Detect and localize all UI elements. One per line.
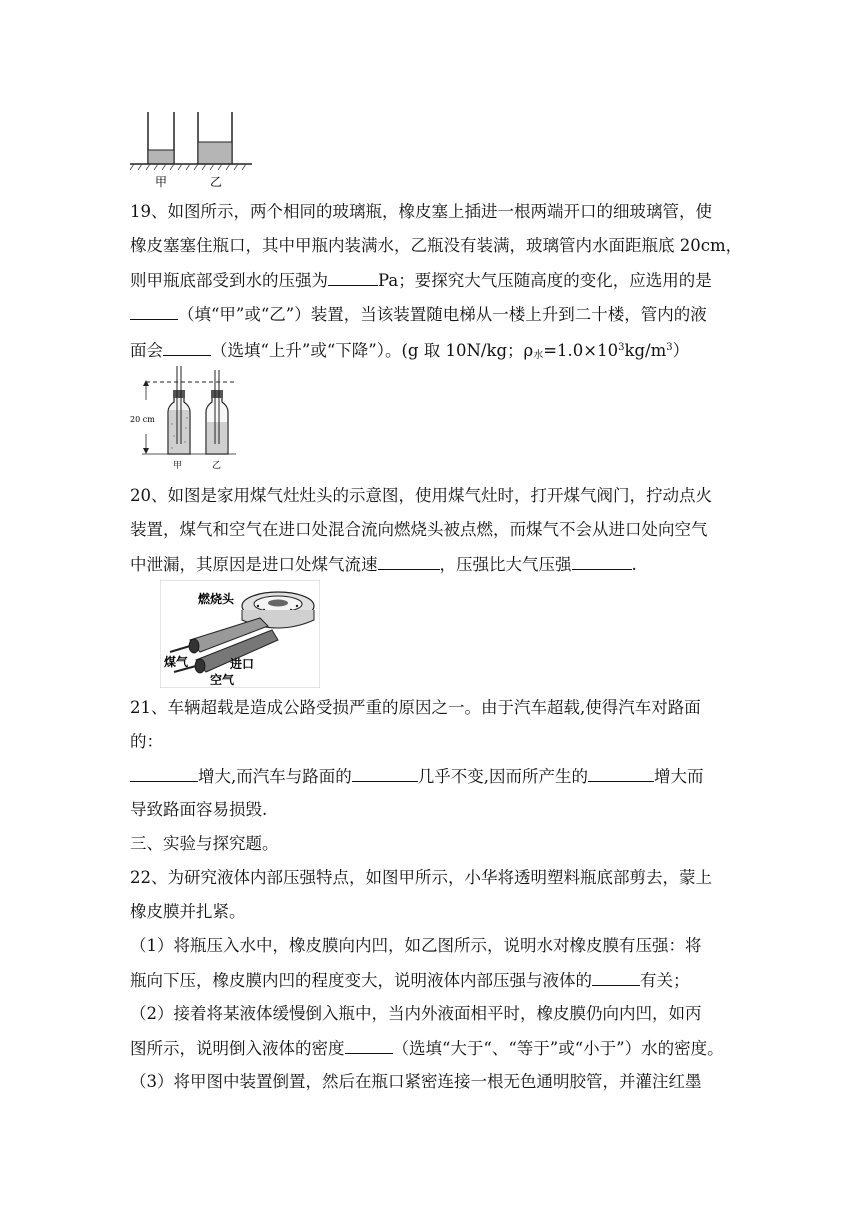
burner-label: 燃烧头	[198, 592, 235, 606]
tube-label-a: 甲	[155, 175, 168, 189]
q21-line-2: 的：	[130, 732, 163, 751]
q19-text-5e: ）	[672, 341, 690, 360]
q20-line-3	[130, 554, 740, 575]
q19-blank-device[interactable]	[130, 304, 178, 320]
q19-text-4b: （填“甲”或“乙”）装置，当该装置随电梯从一楼上升到二十楼，管内的液	[178, 305, 707, 324]
q22-text-4a: 瓶向下压，橡皮膜内凹的程度变大，说明液体内部压强与液体的	[130, 971, 592, 990]
gas-label: 煤气	[164, 655, 189, 669]
q21-text-3c: 增大而	[654, 767, 704, 786]
q22-blank-depth[interactable]	[592, 970, 640, 986]
tube-label-b: 乙	[210, 175, 223, 189]
q21-line-4: 导致路面容易损毁.	[130, 800, 268, 819]
q22-text-6a: 图所示，说明倒入液体的密度	[130, 1039, 345, 1058]
air-label: 空气	[210, 673, 235, 687]
two-tubes-figure	[128, 110, 258, 190]
q22-line-6	[130, 1038, 740, 1059]
q21-text-3a: 增大,而汽车与路面的	[198, 767, 352, 786]
gas-burner-figure	[160, 580, 320, 688]
bottle-label-b: 乙	[212, 461, 222, 471]
height-label: 20 cm	[130, 415, 155, 424]
q19-line-1: 19、如图所示，两个相同的玻璃瓶，橡皮塞上插进一根两端开口的细玻璃管，使	[130, 202, 712, 221]
rho-subscript: 水	[533, 350, 544, 361]
q19-text-5a: 面会	[130, 341, 163, 360]
q19-blank-level[interactable]	[163, 340, 211, 356]
section-heading: 三、实验与探究题。	[130, 834, 279, 853]
q22-line-2: 橡皮膜并扎紧。	[130, 902, 246, 921]
q20-line-1: 20、如图是家用煤气灶灶头的示意图，使用煤气灶时，打开煤气阀门，拧动点火	[130, 486, 712, 505]
q19-text-5b: （选填“上升”或“下降”）。(g 取 10N/kg；ρ	[211, 341, 534, 360]
q21-blank-area[interactable]	[352, 766, 418, 782]
q21-blank-force[interactable]	[130, 766, 198, 782]
exp-superscript: 3	[618, 342, 625, 353]
q22-line-5: （2）接着将某液体缓慢倒入瓶中，当内外液面相平时，橡皮膜仍向内凹，如丙	[130, 1004, 702, 1023]
q21-line-1: 21、车辆超载是造成公路受损严重的原因之一。由于汽车超载,使得汽车对路面	[130, 698, 701, 717]
bottle-label-a: 甲	[173, 461, 183, 471]
q19-blank-pressure[interactable]	[328, 270, 378, 286]
q19-text-3b: Pa；要探究大气压随高度的变化，应选用的是	[378, 271, 712, 290]
q20-blank-pressure[interactable]	[572, 554, 632, 570]
q22-line-3: （1）将瓶压入水中，橡皮膜向内凹，如乙图所示，说明水对橡皮膜有压强：将	[130, 936, 702, 955]
q19-line-4	[130, 304, 740, 325]
q21-blank-pressure[interactable]	[588, 766, 654, 782]
q20-line-2: 装置，煤气和空气在进口处混合流向燃烧头被点燃，而煤气不会从进口处向空气	[130, 520, 708, 539]
unit-superscript: 3	[666, 342, 673, 353]
inlet-label: 进口	[230, 657, 255, 671]
q21-line-3	[130, 766, 740, 787]
q19-line-2: 橡皮塞塞住瓶口，其中甲瓶内装满水，乙瓶没有装满，玻璃管内水面距瓶底 20cm，	[130, 236, 743, 255]
q22-line-4	[130, 970, 740, 991]
q19-text-5c: =1.0×10	[543, 341, 619, 360]
q21-text-3b: 几乎不变,因而所产生的	[417, 767, 588, 786]
q20-blank-speed[interactable]	[378, 554, 440, 570]
q22-blank-density[interactable]	[345, 1038, 393, 1054]
q19-line-3	[130, 270, 740, 291]
q22-line-7: （3）将甲图中装置倒置，然后在瓶口紧密连接一根无色通明胶管，并灌注红墨	[130, 1072, 702, 1091]
q20-text-3c: .	[631, 555, 637, 574]
bottles-figure	[128, 364, 240, 472]
q19-text-3a: 则甲瓶底部受到水的压强为	[130, 271, 328, 290]
q20-text-3a: 中泄漏，其原因是进口处煤气流速	[130, 555, 378, 574]
q19-text-5d: kg/m	[624, 341, 667, 360]
q19-line-5	[130, 338, 740, 366]
q22-text-4b: 有关；	[640, 971, 690, 990]
q22-line-1: 22、为研究液体内部压强特点，如图甲所示，小华将透明塑料瓶底部剪去，蒙上	[130, 868, 712, 887]
q22-text-6b: （选填“大于“、“等于”或“小于”）水的密度。	[392, 1039, 724, 1058]
q20-text-3b: ，压强比大气压强	[439, 555, 572, 574]
